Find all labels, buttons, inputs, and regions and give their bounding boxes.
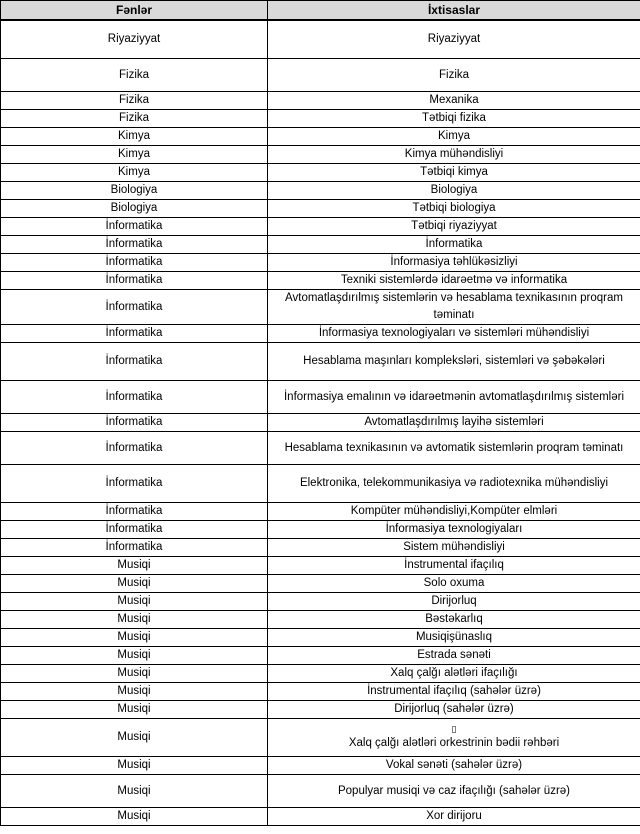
table-row xyxy=(1,254,640,272)
subject-cell: Fizika xyxy=(1,92,268,110)
subject-cell: İnformatika xyxy=(1,465,268,503)
table-row xyxy=(1,200,640,218)
table-row xyxy=(1,236,640,254)
table-body xyxy=(1,20,640,826)
subject-cell: Biologiya xyxy=(1,182,268,200)
table-row xyxy=(1,414,640,432)
specialty-cell: Populyar musiqi və caz ifaçılığı (sahələr üzrə) xyxy=(268,775,640,808)
table-row xyxy=(1,665,640,683)
subject-cell: İnformatika xyxy=(1,325,268,343)
subject-cell: Musiqi xyxy=(1,683,268,701)
table-row xyxy=(1,629,640,647)
table-row xyxy=(1,647,640,665)
table-row xyxy=(1,575,640,593)
specialty-cell: Tətbiqi biologiya xyxy=(268,200,640,218)
subject-cell: İnformatika xyxy=(1,254,268,272)
table-row xyxy=(1,503,640,521)
table-row xyxy=(1,683,640,701)
subject-cell: Musiqi xyxy=(1,593,268,611)
subject-cell: İnformatika xyxy=(1,343,268,381)
subject-cell: Musiqi xyxy=(1,719,268,757)
subject-cell: İnformatika xyxy=(1,521,268,539)
table-row xyxy=(1,808,640,826)
subject-cell: İnformatika xyxy=(1,218,268,236)
subject-cell: Kimya xyxy=(1,164,268,182)
subject-cell: İnformatika xyxy=(1,272,268,290)
subject-cell: Musiqi xyxy=(1,647,268,665)
specialty-cell: Texniki sistemlərdə idarəetmə və informatika xyxy=(268,272,640,290)
specialty-cell: Musiqişünaslıq xyxy=(268,629,640,647)
specialty-cell: Sistem mühəndisliyi xyxy=(268,539,640,557)
subject-cell: Musiqi xyxy=(1,557,268,575)
specialty-cell: Dirijorluq (sahələr üzrə) xyxy=(268,701,640,719)
table-row xyxy=(1,593,640,611)
table-row xyxy=(1,701,640,719)
table-row xyxy=(1,557,640,575)
table-row xyxy=(1,128,640,146)
specialty-cell: İnformasiya təhlükəsizliyi xyxy=(268,254,640,272)
subject-cell: İnformatika xyxy=(1,432,268,465)
specialty-cell: Vokal sənəti (sahələr üzrə) xyxy=(268,757,640,775)
subject-cell: İnformatika xyxy=(1,290,268,325)
table-row xyxy=(1,20,640,59)
specialty-cell: Riyaziyyat xyxy=(268,20,640,59)
specialty-cell: Kompüter mühəndisliyi,Kompüter elmləri xyxy=(268,503,640,521)
specialty-cell: İnformasiya emalının və idarəetmənin avtomatlaşdırılmış sistemləri xyxy=(268,381,640,414)
table-row xyxy=(1,182,640,200)
specialty-cell: Kimya mühəndisliyi xyxy=(268,146,640,164)
subject-cell: İnformatika xyxy=(1,236,268,254)
specialty-text: Xalq çalğı alətləri orkestrinin bədii rəhbəri xyxy=(348,737,560,749)
subject-cell: Musiqi xyxy=(1,757,268,775)
subject-cell: Fizika xyxy=(1,110,268,128)
table-row xyxy=(1,290,640,325)
table-row xyxy=(1,325,640,343)
table-row xyxy=(1,611,640,629)
subject-cell: Musiqi xyxy=(1,665,268,683)
subject-cell: Fizika xyxy=(1,59,268,92)
subject-cell: Musiqi xyxy=(1,701,268,719)
specialty-cell: Elektronika, telekommunikasiya və radiotexnika mühəndisliyi xyxy=(268,465,640,503)
subject-cell: Musiqi xyxy=(1,629,268,647)
specialty-cell: Estrada sənəti xyxy=(268,647,640,665)
specialty-cell: İnformatika xyxy=(268,236,640,254)
table-row xyxy=(1,521,640,539)
table-row xyxy=(1,757,640,775)
subject-cell: Musiqi xyxy=(1,808,268,826)
specialty-cell: İnstrumental ifaçılıq (sahələr üzrə) xyxy=(268,683,640,701)
table-row xyxy=(1,539,640,557)
subject-cell: Musiqi xyxy=(1,575,268,593)
subject-cell: Kimya xyxy=(1,128,268,146)
subject-cell: İnformatika xyxy=(1,381,268,414)
specialty-cell: Mexanika xyxy=(268,92,640,110)
table-row xyxy=(1,272,640,290)
specialty-cell: Hesablama maşınları kompleksləri, sistemləri və şəbəkələri xyxy=(268,343,640,381)
specialty-cell: Dirijorluq xyxy=(268,593,640,611)
subject-cell: Musiqi xyxy=(1,775,268,808)
specialty-cell xyxy=(268,719,640,757)
table-row xyxy=(1,465,640,503)
table-row xyxy=(1,146,640,164)
table-row xyxy=(1,59,640,92)
table-row xyxy=(1,164,640,182)
specialty-cell: Fizika xyxy=(268,59,640,92)
missing-glyph-icon: ▯ xyxy=(451,724,457,734)
specialty-cell: Avtomatlaşdırılmış sistemlərin və hesablama texnikasının proqram təminatı xyxy=(268,290,640,325)
specialty-cell: Tətbiqi fizika xyxy=(268,110,640,128)
specialty-cell: Avtomatlaşdırılmış layihə sistemləri xyxy=(268,414,640,432)
specialty-cell: Tətbiqi riyaziyyat xyxy=(268,218,640,236)
subject-cell: İnformatika xyxy=(1,539,268,557)
specialty-cell: İnformasiya texnologiyaları xyxy=(268,521,640,539)
specialty-cell: Bəstəkarlıq xyxy=(268,611,640,629)
specialty-cell: Hesablama texnikasının və avtomatik sistemlərin proqram təminatı xyxy=(268,432,640,465)
table-header-row xyxy=(1,1,640,21)
column-header-subjects: Fənlər xyxy=(1,1,268,21)
specialty-cell: Biologiya xyxy=(268,182,640,200)
specialty-cell: Xor dirijoru xyxy=(268,808,640,826)
subject-cell: Kimya xyxy=(1,146,268,164)
table-row xyxy=(1,218,640,236)
table-row xyxy=(1,432,640,465)
subject-cell: İnformatika xyxy=(1,503,268,521)
table-row xyxy=(1,110,640,128)
subject-cell: Biologiya xyxy=(1,200,268,218)
specialty-cell: Xalq çalğı alətləri ifaçılığı xyxy=(268,665,640,683)
table-row xyxy=(1,92,640,110)
specialty-cell: Solo oxuma xyxy=(268,575,640,593)
specialty-cell: İnformasiya texnologiyaları və sistemləri mühəndisliyi xyxy=(268,325,640,343)
specialty-cell: Kimya xyxy=(268,128,640,146)
specialty-cell: İnstrumental ifaçılıq xyxy=(268,557,640,575)
table-row xyxy=(1,343,640,381)
specialty-cell: Tətbiqi kimya xyxy=(268,164,640,182)
table-row xyxy=(1,719,640,757)
subject-cell: İnformatika xyxy=(1,414,268,432)
subject-cell: Riyaziyyat xyxy=(1,20,268,59)
subject-cell: Musiqi xyxy=(1,611,268,629)
table-row xyxy=(1,775,640,808)
column-header-specialties: İxtisaslar xyxy=(268,1,640,21)
table-row xyxy=(1,381,640,414)
